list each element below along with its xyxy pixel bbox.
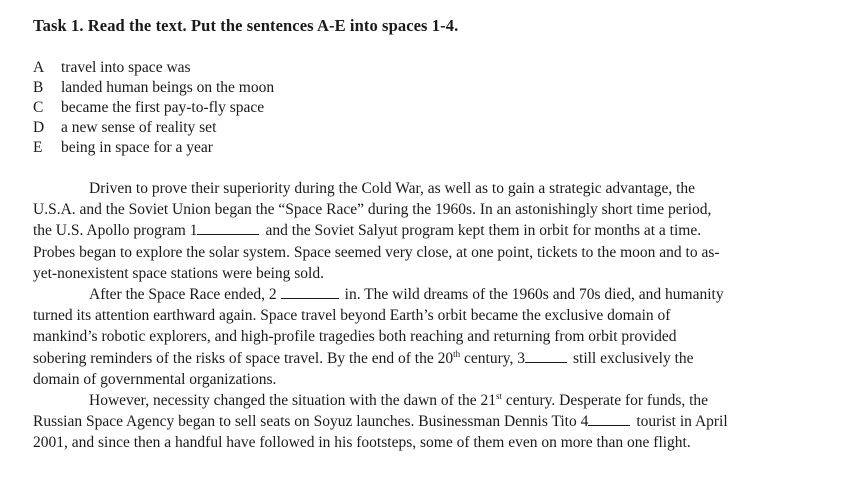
option-d	[33, 118, 274, 138]
option-letter: C	[33, 99, 44, 116]
paragraph-2-line	[33, 348, 833, 369]
paragraph-2-line	[33, 305, 833, 326]
ordinal-suffix: st	[496, 390, 503, 401]
paragraph-3-line	[33, 432, 833, 453]
gap-1-blank[interactable]	[197, 221, 259, 235]
sentence-options-list	[33, 58, 274, 158]
option-text: became the first pay-to-fly space	[61, 99, 265, 116]
paragraph-1-line	[33, 220, 833, 241]
text-run: sobering reminders of the risks of space travel. By the end of the 20	[33, 349, 454, 367]
paragraph-2-line	[33, 369, 833, 390]
gap-2-blank[interactable]	[281, 285, 339, 299]
text-run: still exclusively the	[572, 349, 694, 367]
text-run: mankind’s robotic explorers, and high-profile tragedies both reaching and returning from orbit provided	[33, 328, 677, 346]
text-run: in. The wild dreams of the 1960s and 70s died, and humanity	[344, 285, 724, 303]
paragraph-1-line	[33, 263, 833, 284]
paragraph-2-line	[33, 284, 833, 305]
text-run: tourist in April	[636, 413, 728, 431]
paragraph-1-line	[33, 178, 833, 199]
text-run: Russian Space Agency began to sell seats on Soyuz launches. Businessman Dennis Tito 4	[33, 413, 589, 431]
ordinal-suffix: th	[453, 348, 461, 359]
option-letter: B	[33, 79, 44, 96]
option-text: a new sense of reality set	[61, 119, 217, 136]
text-run: After the Space Race ended, 2	[89, 285, 277, 303]
option-text: travel into space was	[61, 59, 191, 76]
option-text: landed human beings on the moon	[61, 79, 275, 96]
gap-3-blank[interactable]	[525, 349, 567, 363]
text-run: However, necessity changed the situation with the dawn of the 21	[89, 391, 497, 409]
text-run: U.S.A. and the Soviet Union began the “Space Race” during the 1960s. In an astonishingly short time period,	[33, 201, 712, 219]
text-run: 2001, and since then a handful have followed in his footsteps, some of them even on more than one flight.	[33, 434, 691, 452]
option-c	[33, 98, 274, 118]
text-run: and the Soviet Salyut program kept them in orbit for months at a time.	[265, 222, 702, 240]
option-letter: A	[33, 59, 45, 76]
paragraph-2-line	[33, 326, 833, 347]
option-a	[33, 58, 274, 78]
text-run: century. Desperate for funds, the	[502, 391, 709, 409]
text-run: Driven to prove their superiority during the Cold War, as well as to gain a strategic advantage, the	[89, 180, 696, 197]
paragraph-1-line	[33, 242, 833, 263]
paragraph-3-line	[33, 390, 833, 411]
gap-4-blank[interactable]	[588, 412, 630, 426]
paragraph-3-line	[33, 411, 833, 432]
option-text: being in space for a year	[61, 139, 213, 156]
reading-passage	[33, 178, 833, 453]
text-run: domain of governmental organizations.	[33, 370, 277, 388]
text-run: turned its attention earthward again. Space travel beyond Earth’s orbit became the exclusive domain of	[33, 307, 671, 325]
task-title: Task 1. Read the text. Put the sentences A-E into spaces 1-4.	[33, 16, 459, 35]
option-letter: D	[33, 119, 45, 136]
text-run: the U.S. Apollo program 1	[33, 222, 198, 240]
text-run: yet-nonexistent space stations were being sold.	[33, 264, 324, 282]
option-letter: E	[33, 139, 43, 156]
text-run: century, 3	[460, 349, 525, 367]
option-e	[33, 138, 274, 158]
text-run: Probes began to explore the solar system. Space seemed very close, at one point, tickets to the moon and to as-	[33, 243, 720, 261]
option-b	[33, 78, 274, 98]
paragraph-1-line	[33, 199, 833, 220]
